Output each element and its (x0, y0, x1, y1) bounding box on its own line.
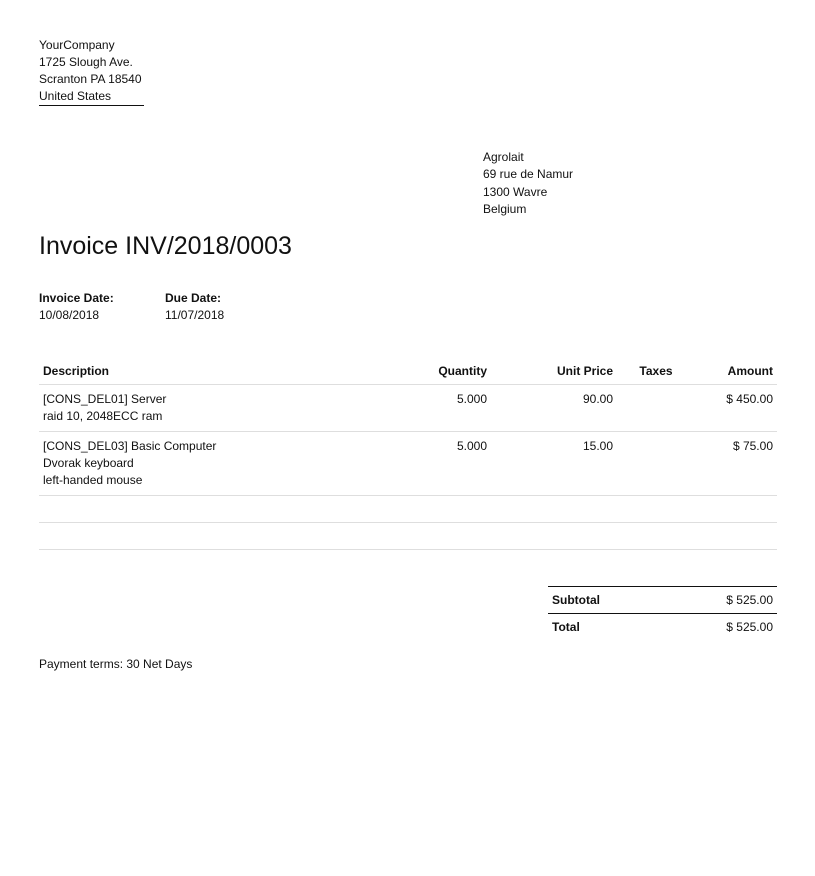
subtotal-value: $ 525.00 (664, 587, 777, 614)
partner-country: Belgium (483, 202, 527, 217)
header-description: Description (39, 358, 397, 385)
line-note: left-handed mouse (43, 473, 143, 487)
line-unit-price: 15.00 (491, 432, 617, 496)
invoice-dates (39, 290, 224, 324)
line-amount: $ 450.00 (695, 385, 777, 432)
company-city: Scranton PA 18540 (39, 72, 142, 86)
line-description (39, 385, 397, 432)
invoice-date-value: 10/08/2018 (39, 308, 100, 322)
due-date-label: Due Date: (165, 291, 222, 305)
header-amount: Amount (695, 358, 777, 385)
empty-cell (39, 496, 777, 523)
partner-street: 69 rue de Namur (483, 167, 574, 182)
table-header-row (39, 358, 777, 385)
line-note: raid 10, 2048ECC ram (43, 409, 163, 423)
empty-row (39, 523, 777, 550)
line-note: Dvorak keyboard (43, 456, 134, 470)
header-quantity: Quantity (397, 358, 491, 385)
due-date-block (165, 290, 224, 324)
invoice-lines-table (39, 358, 777, 550)
line-product: [CONS_DEL03] Basic Computer (43, 439, 217, 453)
company-name: YourCompany (39, 38, 115, 52)
header-unit-price: Unit Price (491, 358, 617, 385)
line-description (39, 432, 397, 496)
invoice-date-label: Invoice Date: (39, 291, 114, 305)
partner-city: 1300 Wavre (483, 184, 548, 199)
subtotal-row (548, 587, 777, 614)
payment-terms: Payment terms: 30 Net Days (39, 657, 193, 671)
table-row (39, 432, 777, 496)
invoice-date-block (39, 290, 165, 324)
company-street: 1725 Slough Ave. (39, 55, 133, 69)
line-amount: $ 75.00 (695, 432, 777, 496)
line-product: [CONS_DEL01] Server (43, 392, 167, 406)
total-value: $ 525.00 (726, 620, 773, 634)
empty-row (39, 496, 777, 523)
table-row (39, 385, 777, 432)
total-label: Total (552, 620, 580, 634)
empty-cell (39, 523, 777, 550)
due-date-value: 11/07/2018 (165, 308, 225, 322)
invoice-title: Invoice INV/2018/0003 (39, 232, 292, 260)
line-taxes (617, 385, 695, 432)
line-unit-price: 90.00 (491, 385, 617, 432)
subtotal-label: Subtotal (548, 587, 664, 614)
partner-address (483, 149, 573, 219)
line-quantity: 5.000 (397, 432, 491, 496)
header-taxes: Taxes (617, 358, 695, 385)
line-taxes (617, 432, 695, 496)
company-address (39, 37, 144, 106)
partner-name: Agrolait (483, 150, 524, 164)
line-quantity: 5.000 (397, 385, 491, 432)
company-country: United States (39, 88, 144, 106)
totals-table (548, 586, 777, 640)
total-row (548, 614, 777, 641)
